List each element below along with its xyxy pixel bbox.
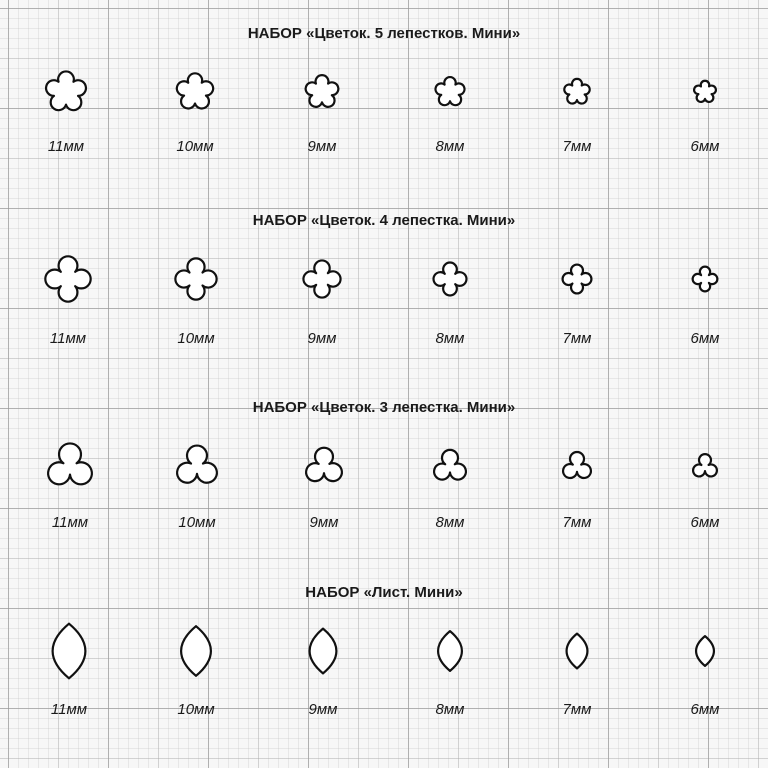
five-petal-flower-drawing (522, 62, 632, 122)
size-label: 6мм (690, 330, 720, 347)
leaf-icon (650, 621, 760, 681)
size-label: 7мм (562, 701, 592, 718)
three-petal-flower-drawing (142, 434, 252, 494)
size-label: 11мм (50, 701, 88, 718)
leaf-icon (14, 621, 124, 681)
set-title: НАБОР «Цветок. 5 лепестков. Мини» (247, 25, 521, 42)
four-petal-flower-icon (395, 249, 505, 309)
size-label: 9мм (307, 330, 337, 347)
three-petal-flower-drawing (522, 434, 632, 494)
four-petal-flower-drawing (13, 249, 123, 309)
size-label: 6мм (690, 138, 720, 155)
four-petal-flower-icon (141, 249, 251, 309)
size-label: 8мм (435, 138, 465, 155)
three-petal-flower-drawing (15, 434, 125, 494)
three-petal-flower-icon (269, 434, 379, 494)
three-petal-flower-icon (522, 434, 632, 494)
four-petal-flower-icon (650, 249, 760, 309)
size-label: 8мм (435, 701, 465, 718)
five-petal-flower-icon (267, 62, 377, 122)
size-label: 9мм (307, 138, 337, 155)
three-petal-flower-outline (48, 443, 92, 484)
five-petal-flower-outline (435, 77, 464, 105)
size-label: 6мм (690, 514, 720, 531)
leaf-drawing (395, 621, 505, 681)
size-label: 10мм (177, 701, 215, 718)
three-petal-flower-outline (693, 454, 717, 476)
size-label: 11мм (51, 514, 89, 531)
four-petal-flower-outline (303, 260, 340, 297)
leaf-outline (310, 629, 337, 674)
size-label: 10мм (176, 138, 214, 155)
five-petal-flower-icon (522, 62, 632, 122)
size-label: 11мм (47, 138, 85, 155)
leaf-drawing (14, 621, 124, 681)
five-petal-flower-drawing (650, 62, 760, 122)
size-label: 9мм (308, 701, 338, 718)
five-petal-flower-outline (306, 75, 339, 107)
four-petal-flower-outline (175, 258, 216, 299)
three-petal-flower-drawing (650, 434, 760, 494)
three-petal-flower-outline (177, 446, 217, 483)
four-petal-flower-outline (563, 265, 592, 294)
three-petal-flower-drawing (395, 434, 505, 494)
four-petal-flower-drawing (395, 249, 505, 309)
five-petal-flower-icon (395, 62, 505, 122)
leaf-outline (567, 634, 588, 669)
three-petal-flower-icon (142, 434, 252, 494)
three-petal-flower-outline (563, 452, 591, 478)
size-label: 7мм (562, 330, 592, 347)
four-petal-flower-outline (693, 267, 718, 292)
five-petal-flower-icon (140, 62, 250, 122)
five-petal-flower-drawing (11, 62, 121, 122)
set-title: НАБОР «Лист. Мини» (305, 584, 463, 601)
five-petal-flower-outline (564, 79, 589, 104)
four-petal-flower-outline (434, 263, 467, 296)
leaf-drawing (522, 621, 632, 681)
size-label: 8мм (435, 330, 465, 347)
leaf-drawing (141, 621, 251, 681)
leaf-outline (53, 624, 86, 679)
three-petal-flower-icon (15, 434, 125, 494)
set-title: НАБОР «Цветок. 3 лепестка. Мини» (252, 399, 516, 416)
size-label: 10мм (178, 514, 216, 531)
leaf-icon (395, 621, 505, 681)
three-petal-flower-drawing (269, 434, 379, 494)
leaf-outline (438, 631, 462, 671)
three-petal-flower-icon (650, 434, 760, 494)
size-label: 7мм (562, 514, 592, 531)
four-petal-flower-icon (522, 249, 632, 309)
three-petal-flower-outline (306, 448, 342, 481)
three-petal-flower-outline (434, 450, 466, 480)
five-petal-flower-drawing (395, 62, 505, 122)
four-petal-flower-drawing (650, 249, 760, 309)
five-petal-flower-icon (11, 62, 121, 122)
leaf-drawing (650, 621, 760, 681)
five-petal-flower-outline (177, 73, 213, 108)
five-petal-flower-outline (46, 71, 86, 110)
five-petal-flower-drawing (267, 62, 377, 122)
leaf-icon (522, 621, 632, 681)
four-petal-flower-drawing (522, 249, 632, 309)
four-petal-flower-outline (45, 256, 90, 301)
size-label: 7мм (562, 138, 592, 155)
four-petal-flower-icon (267, 249, 377, 309)
leaf-outline (696, 636, 714, 666)
size-label: 11мм (49, 330, 87, 347)
five-petal-flower-outline (694, 81, 716, 102)
leaf-outline (181, 626, 211, 676)
four-petal-flower-drawing (267, 249, 377, 309)
five-petal-flower-icon (650, 62, 760, 122)
size-label: 9мм (309, 514, 339, 531)
leaf-icon (141, 621, 251, 681)
three-petal-flower-icon (395, 434, 505, 494)
four-petal-flower-drawing (141, 249, 251, 309)
size-label: 8мм (435, 514, 465, 531)
size-label: 6мм (690, 701, 720, 718)
leaf-drawing (268, 621, 378, 681)
four-petal-flower-icon (13, 249, 123, 309)
set-title: НАБОР «Цветок. 4 лепестка. Мини» (252, 212, 516, 229)
five-petal-flower-drawing (140, 62, 250, 122)
size-label: 10мм (177, 330, 215, 347)
leaf-icon (268, 621, 378, 681)
